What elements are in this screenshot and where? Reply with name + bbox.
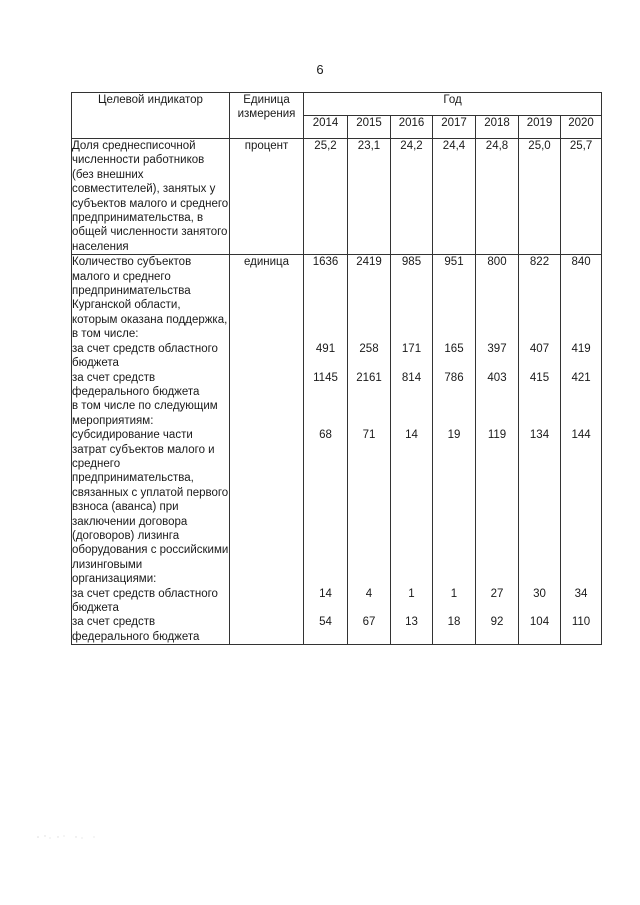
value-cell: 13 xyxy=(391,615,433,644)
value-cell: 27 xyxy=(476,587,519,616)
header-year-group: Год xyxy=(304,93,602,116)
indicator-cell: Доля среднесписочной численности работников (без внешних совместителей), занятых у субъектов малого и среднего предпринимательства, в общей численности занятого населения xyxy=(72,140,229,253)
header-row-1 xyxy=(72,93,602,116)
indicator-cell: за счет средств федерального бюджета xyxy=(72,371,230,400)
value-cell: 134 xyxy=(519,428,561,586)
header-year: 2018 xyxy=(476,116,519,139)
value-cell: 119 xyxy=(476,428,519,586)
value-cell xyxy=(304,399,348,428)
value-cell: 24,8 xyxy=(476,139,519,255)
table-row xyxy=(72,255,602,342)
header-year: 2015 xyxy=(348,116,391,139)
value-cell: 67 xyxy=(348,615,391,644)
value-cell: 403 xyxy=(476,371,519,400)
value-cell: 419 xyxy=(561,342,602,371)
value-cell xyxy=(519,399,561,428)
unit-cell xyxy=(230,428,304,586)
value-cell xyxy=(391,399,433,428)
value-cell: 92 xyxy=(476,615,519,644)
table-row xyxy=(72,342,602,371)
indicator-cell: за счет средств федерального бюджета xyxy=(72,615,230,644)
indicator-cell: за счет средств областного бюджета xyxy=(72,342,230,371)
value-cell xyxy=(561,399,602,428)
value-cell xyxy=(348,399,391,428)
header-unit: Единица измерения xyxy=(230,93,304,139)
indicator-cell: Количество субъектов малого и среднего предпринимательства Курганской области, которым оказана поддержка, в том числе: xyxy=(72,255,230,342)
value-cell: 258 xyxy=(348,342,391,371)
value-cell: 491 xyxy=(304,342,348,371)
unit-cell xyxy=(230,342,304,371)
value-cell: 23,1 xyxy=(348,139,391,255)
table-row xyxy=(72,371,602,400)
value-cell: 985 xyxy=(391,255,433,342)
value-cell: 421 xyxy=(561,371,602,400)
indicators-table xyxy=(71,92,602,645)
value-cell: 2161 xyxy=(348,371,391,400)
value-cell: 104 xyxy=(519,615,561,644)
unit-cell xyxy=(230,615,304,644)
header-year: 2019 xyxy=(519,116,561,139)
unit-cell xyxy=(230,587,304,616)
header-year: 2020 xyxy=(561,116,602,139)
value-cell: 800 xyxy=(476,255,519,342)
indicator-cell: субсидирование части затрат субъектов малого и среднего предпринимательства, связанных с уплатой первого взноса (аванса) при заключении договора (договоров) лизинга оборудования с российскими лизинговыми организациями: xyxy=(72,429,229,586)
value-cell: 415 xyxy=(519,371,561,400)
unit-cell: процент xyxy=(230,139,304,255)
header-year: 2016 xyxy=(391,116,433,139)
value-cell: 25,7 xyxy=(561,139,602,255)
value-cell: 951 xyxy=(433,255,476,342)
value-cell: 2419 xyxy=(348,255,391,342)
value-cell: 165 xyxy=(433,342,476,371)
value-cell: 4 xyxy=(348,587,391,616)
table-row xyxy=(72,139,602,255)
indicator-cell: за счет средств областного бюджета xyxy=(72,587,230,616)
value-cell: 814 xyxy=(391,371,433,400)
value-cell: 24,2 xyxy=(391,139,433,255)
value-cell: 840 xyxy=(561,255,602,342)
value-cell: 34 xyxy=(561,587,602,616)
value-cell xyxy=(476,399,519,428)
unit-cell: единица xyxy=(230,255,304,342)
page-number: 6 xyxy=(316,62,324,77)
value-cell: 18 xyxy=(433,615,476,644)
value-cell: 1 xyxy=(391,587,433,616)
value-cell: 25,0 xyxy=(519,139,561,255)
value-cell: 54 xyxy=(304,615,348,644)
scan-artifact xyxy=(36,832,106,842)
value-cell: 1 xyxy=(433,587,476,616)
value-cell xyxy=(433,399,476,428)
unit-cell xyxy=(230,399,304,428)
table-row xyxy=(72,615,602,644)
unit-cell xyxy=(230,371,304,400)
value-cell: 407 xyxy=(519,342,561,371)
table-row xyxy=(72,587,602,616)
table-row xyxy=(72,428,602,586)
value-cell: 25,2 xyxy=(304,139,348,255)
value-cell: 110 xyxy=(561,615,602,644)
value-cell: 68 xyxy=(304,428,348,586)
value-cell: 786 xyxy=(433,371,476,400)
value-cell: 397 xyxy=(476,342,519,371)
value-cell: 171 xyxy=(391,342,433,371)
header-year: 2014 xyxy=(304,116,348,139)
value-cell: 24,4 xyxy=(433,139,476,255)
value-cell: 30 xyxy=(519,587,561,616)
value-cell: 144 xyxy=(561,428,602,586)
header-year: 2017 xyxy=(433,116,476,139)
value-cell: 1636 xyxy=(304,255,348,342)
value-cell: 822 xyxy=(519,255,561,342)
value-cell: 14 xyxy=(304,587,348,616)
value-cell: 14 xyxy=(391,428,433,586)
value-cell: 1145 xyxy=(304,371,348,400)
indicator-cell: в том числе по следующим мероприятиям: xyxy=(72,399,230,428)
value-cell: 19 xyxy=(433,428,476,586)
table-row xyxy=(72,399,602,428)
value-cell: 71 xyxy=(348,428,391,586)
header-indicator: Целевой индикатор xyxy=(72,93,230,139)
